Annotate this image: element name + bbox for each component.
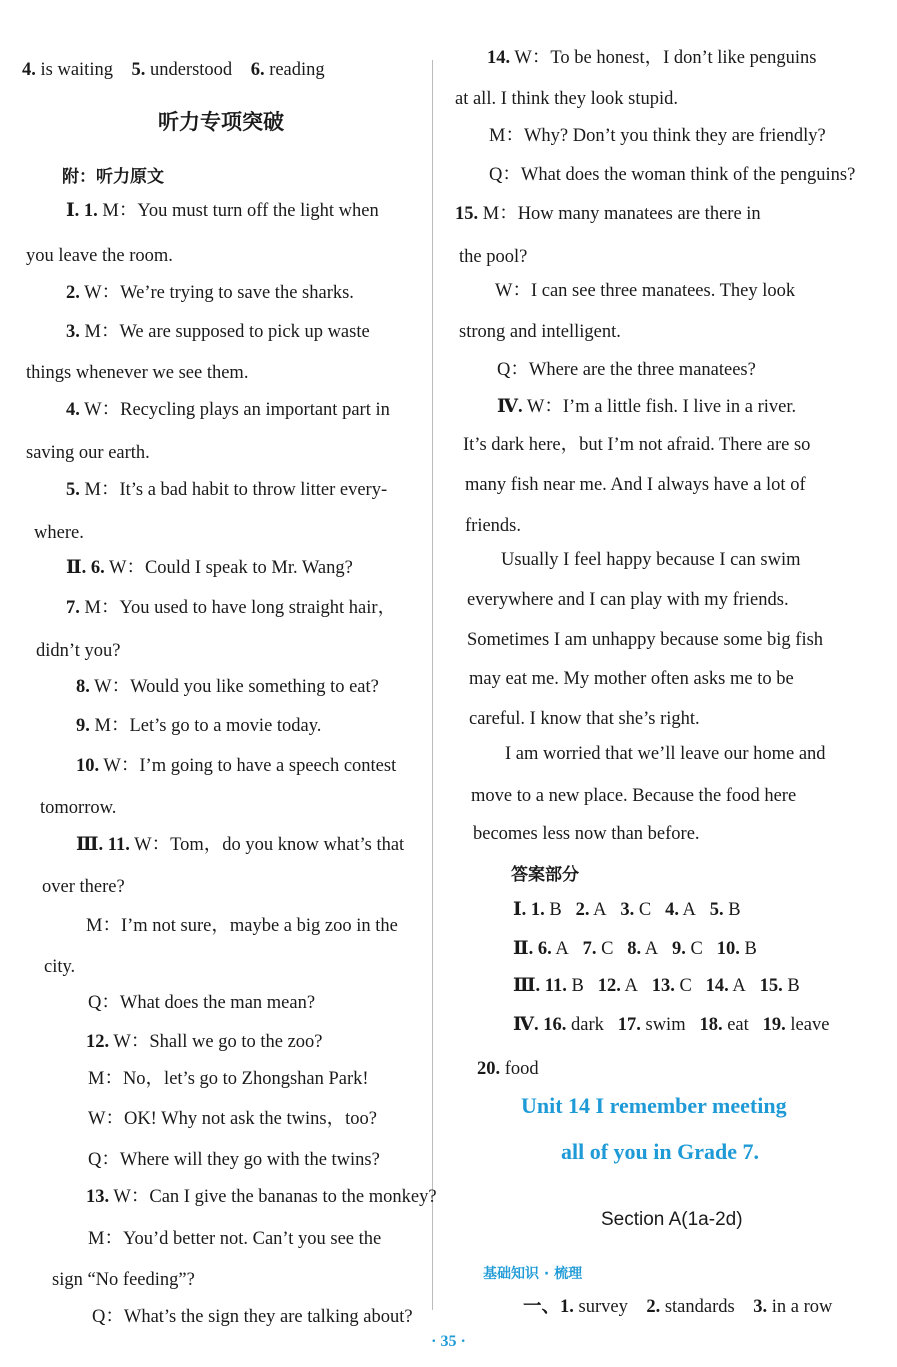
- line-text: W：OK! Why not ask the twins，too?: [88, 1109, 377, 1129]
- item-number: 8.: [76, 677, 90, 697]
- answer-text: dark: [566, 1015, 604, 1035]
- answer-text: A: [678, 900, 696, 920]
- line-text: M：You must turn off the light when: [97, 201, 379, 221]
- line-text: M：How many manatees are there in: [478, 204, 761, 224]
- transcript-line: [88, 1107, 377, 1131]
- page-number: · 35 ·: [431, 1333, 466, 1350]
- transcript-line: [76, 833, 404, 857]
- line-text: Usually I feel happy because I can swim: [501, 550, 801, 570]
- answer-num: 15.: [759, 976, 783, 996]
- transcript-line: [469, 707, 700, 731]
- line-text: It’s dark here，but I’m not afraid. There are so: [463, 435, 811, 455]
- answer-text: A: [728, 976, 746, 996]
- answer-text: B: [782, 976, 800, 996]
- line-text: becomes less now than before.: [473, 824, 700, 844]
- item-number: 3.: [66, 322, 80, 342]
- answer-num: 6.: [250, 60, 265, 80]
- answer-text: A: [589, 900, 607, 920]
- transcript-line: [455, 87, 678, 111]
- answer-text: C: [674, 976, 692, 996]
- top-answers: [22, 58, 325, 82]
- answers-label: 答案部分: [511, 865, 579, 885]
- line-text: W：Can I give the bananas to the monkey?: [109, 1187, 437, 1207]
- answer-num: 10.: [716, 939, 740, 959]
- answer-num: 3.: [620, 900, 635, 920]
- item-number: 9.: [76, 716, 90, 736]
- transcript-line: [455, 202, 761, 226]
- transcript-line: [36, 639, 120, 663]
- transcript-line: [66, 398, 390, 422]
- transcript-line: [469, 667, 794, 691]
- transcript-line: [40, 796, 116, 820]
- section-heading: 听力专项突破: [158, 110, 284, 134]
- answer-row: [477, 1057, 539, 1081]
- transcript-line: [66, 596, 396, 620]
- transcript-line: [76, 675, 379, 699]
- answer-num: 4.: [22, 60, 36, 80]
- item-number: 7.: [66, 598, 80, 618]
- line-text: W：To be honest，I don’t like penguins: [510, 48, 817, 68]
- answer-text: A: [641, 939, 659, 959]
- line-text: city.: [44, 957, 76, 977]
- item-number: Ⅱ. 6.: [66, 558, 105, 578]
- answer-text: C: [634, 900, 652, 920]
- answer-text: survey: [573, 1297, 628, 1317]
- answer-text: is waiting: [35, 60, 113, 80]
- answer-num: 12.: [597, 976, 621, 996]
- answer-text: food: [500, 1059, 539, 1079]
- line-text: W：We’re trying to save the sharks.: [79, 283, 354, 303]
- appendix-label: 附：听力原文: [62, 167, 164, 187]
- transcript-line: [76, 714, 321, 738]
- transcript-line: [66, 478, 387, 502]
- answer-text: C: [596, 939, 614, 959]
- line-text: M：Why? Don’t you think they are friendly?: [489, 126, 826, 146]
- transcript-line: [463, 433, 810, 457]
- line-text: M：No，let’s go to Zhongshan Park!: [88, 1069, 369, 1089]
- answer-num: 13.: [651, 976, 675, 996]
- item-number: 15.: [455, 204, 479, 224]
- line-text: sign “No feeding”?: [52, 1270, 195, 1290]
- answer-num: 17.: [617, 1015, 641, 1035]
- line-text: didn’t you?: [36, 641, 121, 661]
- item-number: Ⅳ.: [497, 397, 523, 417]
- answer-text: A: [620, 976, 638, 996]
- watermark-logo: [735, 1285, 895, 1365]
- answer-num: 7.: [582, 939, 597, 959]
- line-text: W：I can see three manatees. They look: [495, 281, 796, 301]
- item-number: 14.: [487, 48, 511, 68]
- answer-num: 4.: [665, 900, 679, 920]
- answer-text: A: [551, 939, 569, 959]
- line-text: tomorrow.: [40, 798, 117, 818]
- answer-text: in a row: [767, 1297, 833, 1317]
- line-text: Q：What does the man mean?: [88, 993, 316, 1013]
- line-text: Q：Where are the three manatees?: [497, 360, 756, 380]
- answer-text: B: [739, 939, 757, 959]
- transcript-line: [497, 395, 796, 419]
- line-text: W：I’m a little fish. I live in a river.: [522, 397, 797, 417]
- line-text: friends.: [465, 516, 521, 536]
- line-text: move to a new place. Because the food here: [471, 786, 797, 806]
- answer-text: B: [566, 976, 584, 996]
- line-text: W：Shall we go to the zoo?: [109, 1032, 323, 1052]
- answer-row: [513, 937, 757, 961]
- line-text: M：I’m not sure，maybe a big zoo in the: [86, 916, 398, 936]
- line-text: careful. I know that she’s right.: [469, 709, 700, 729]
- line-text: Sometimes I am unhappy because some big fish: [467, 630, 824, 650]
- unit-title-line1: Unit 14 I remember meeting: [521, 1093, 787, 1118]
- transcript-line: [495, 279, 795, 303]
- transcript-line: [471, 784, 796, 808]
- line-text: things whenever we see them.: [26, 363, 249, 383]
- transcript-line: [34, 521, 84, 545]
- answer-row: [513, 898, 741, 922]
- line-text: over there?: [42, 877, 125, 897]
- line-text: M：You’d better not. Can’t you see the: [88, 1229, 382, 1249]
- answer-text: B: [723, 900, 741, 920]
- line-text: W：Recycling plays an important part in: [79, 400, 390, 420]
- line-text: many fish near me. And I always have a lot of: [465, 475, 806, 495]
- line-text: Q：What does the woman think of the penguins?: [489, 165, 856, 185]
- transcript-line: [86, 1030, 323, 1054]
- answer-num: 5.: [709, 900, 724, 920]
- item-number: 2.: [66, 283, 80, 303]
- answer-text: C: [685, 939, 703, 959]
- answer-num: Ⅱ. 6.: [513, 939, 552, 959]
- transcript-line: [489, 124, 826, 148]
- transcript-line: [92, 1305, 413, 1329]
- line-text: M：Let’s go to a movie today.: [89, 716, 322, 736]
- item-number: 13.: [86, 1187, 110, 1207]
- transcript-line: [26, 361, 248, 385]
- item-number: Ⅰ. 1.: [66, 201, 98, 221]
- line-text: I am worried that we’ll leave our home and: [505, 744, 826, 764]
- answer-num: 一、1.: [523, 1297, 574, 1317]
- transcript-line: [52, 1268, 195, 1292]
- transcript-line: [465, 514, 521, 538]
- line-text: where.: [34, 523, 84, 543]
- transcript-line: [76, 754, 396, 778]
- transcript-line: [88, 1148, 380, 1172]
- transcript-line: [66, 556, 353, 580]
- item-number: 5.: [66, 480, 80, 500]
- transcript-line: [459, 320, 621, 344]
- line-text: may eat me. My mother often asks me to be: [469, 669, 794, 689]
- answer-num: 9.: [672, 939, 686, 959]
- transcript-line: [26, 244, 173, 268]
- answer-num: Ⅲ. 11.: [513, 976, 567, 996]
- answer-text: understood: [145, 60, 233, 80]
- answer-num: 14.: [705, 976, 729, 996]
- transcript-line: [44, 955, 75, 979]
- answer-text: leave: [785, 1015, 830, 1035]
- answer-num: 18.: [699, 1015, 723, 1035]
- line-text: you leave the room.: [26, 246, 173, 266]
- transcript-line: [487, 46, 816, 70]
- transcript-line: [88, 1067, 369, 1091]
- transcript-line: [505, 742, 826, 766]
- transcript-line: [497, 358, 756, 382]
- answer-num: Ⅰ. 1.: [513, 900, 545, 920]
- transcript-line: [467, 628, 823, 652]
- transcript-line: [465, 473, 806, 497]
- item-number: 10.: [76, 756, 100, 776]
- section-title: Section A(1a-2d): [601, 1209, 743, 1230]
- item-number: Ⅲ. 11.: [76, 835, 130, 855]
- line-text: W：I’m going to have a speech contest: [99, 756, 397, 776]
- answer-num: Ⅳ. 16.: [513, 1015, 567, 1035]
- answer-text: standards: [660, 1297, 735, 1317]
- answer-num: 3.: [753, 1297, 768, 1317]
- line-text: W：Would you like something to eat?: [89, 677, 379, 697]
- line-text: M：You used to have long straight hair，: [79, 598, 397, 618]
- line-text: Q：What’s the sign they are talking about?: [92, 1307, 413, 1327]
- answer-text: eat: [722, 1015, 749, 1035]
- transcript-line: [467, 588, 789, 612]
- answer-num: 20.: [477, 1059, 501, 1079]
- line-text: saving our earth.: [26, 443, 150, 463]
- transcript-line: [86, 1185, 437, 1209]
- transcript-line: [66, 320, 370, 344]
- line-text: at all. I think they look stupid.: [455, 89, 679, 109]
- column-divider: [432, 60, 433, 1310]
- unit-title-line2: all of you in Grade 7.: [561, 1139, 760, 1164]
- line-text: Q：Where will they go with the twins?: [88, 1150, 380, 1170]
- transcript-line: [489, 163, 855, 187]
- line-text: M：It’s a bad habit to throw litter every-: [79, 480, 388, 500]
- answer-num: 19.: [762, 1015, 786, 1035]
- transcript-line: [42, 875, 125, 899]
- transcript-line: [473, 822, 700, 846]
- answer-num: 8.: [627, 939, 642, 959]
- transcript-line: [88, 991, 315, 1015]
- item-number: 4.: [66, 400, 80, 420]
- line-text: the pool?: [459, 247, 528, 267]
- line-text: W：Tom，do you know what’s that: [129, 835, 405, 855]
- transcript-line: [459, 245, 527, 269]
- line-text: everywhere and I can play with my friends.: [467, 590, 789, 610]
- answer-num: 5.: [131, 60, 146, 80]
- answer-row: [513, 1013, 829, 1037]
- answer-num: 2.: [575, 900, 590, 920]
- answer-text: B: [544, 900, 562, 920]
- basic-knowledge-tag: 基础知识 · 梳理: [483, 1266, 583, 1282]
- item-number: 12.: [86, 1032, 110, 1052]
- answer-row: [513, 974, 800, 998]
- answer-text: reading: [264, 60, 325, 80]
- answer-text: swim: [640, 1015, 686, 1035]
- transcript-line: [66, 199, 379, 223]
- answer-num: 2.: [646, 1297, 661, 1317]
- transcript-line: [501, 548, 801, 572]
- transcript-line: [66, 281, 354, 305]
- transcript-line: [88, 1227, 381, 1251]
- line-text: M：We are supposed to pick up waste: [79, 322, 370, 342]
- line-text: strong and intelligent.: [459, 322, 621, 342]
- transcript-line: [26, 441, 150, 465]
- line-text: W：Could I speak to Mr. Wang?: [104, 558, 353, 578]
- transcript-line: [86, 914, 398, 938]
